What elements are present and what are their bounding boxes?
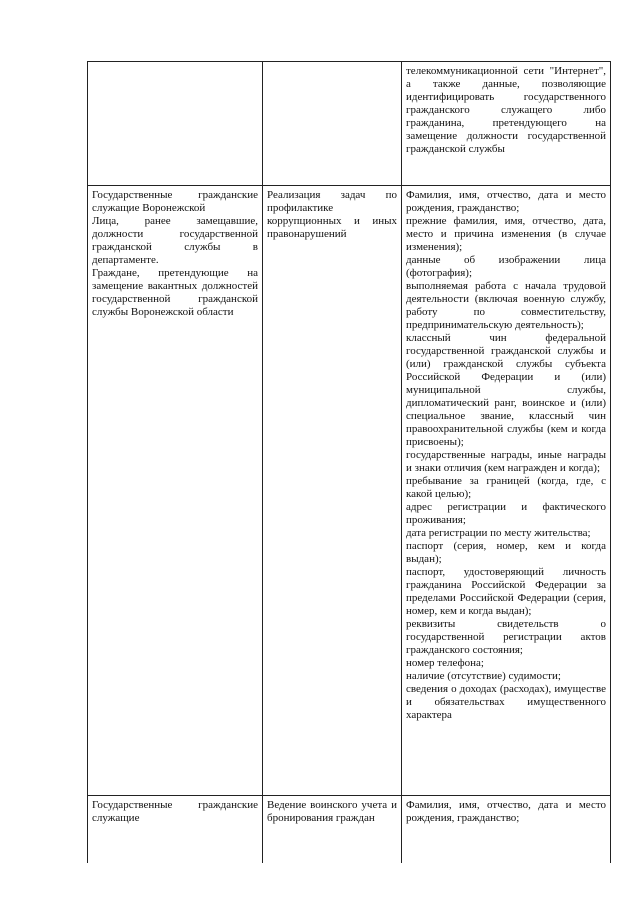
category-cell (88, 796, 263, 864)
data-item: выполняемая работа с начала трудовой деятельности (включая военную службу, работу по совместительству, предпринимательскую деятельность); (406, 280, 606, 331)
category-item: Лица, ранее замещавшие, должности государственной гражданской службы в департаменте. (92, 215, 258, 266)
table-row (88, 62, 611, 186)
category-cell (88, 186, 263, 796)
purpose-cell (263, 796, 402, 864)
data-item: государственные награды, иные награды и знаки отличия (кем награжден и когда); (406, 449, 606, 474)
data-item: прежние фамилия, имя, отчество, дата, место и причина изменения (в случае изменения); (406, 215, 606, 253)
category-item: Государственные гражданские служащие (92, 799, 258, 824)
purpose-cell (263, 62, 402, 186)
data-item: дата регистрации по месту жительства; (406, 527, 591, 539)
data-item: классный чин федеральной государственной гражданской службы и (или) гражданской службы субъекта Российской Федерации и (или) муниципальной службы, дипломатический ранг, воинское и (или) специальное звание, классный чин правоохранительной службы (кем и когда присвоены); (406, 332, 606, 448)
category-item: Государственные гражданские служащие Воронежской (92, 189, 258, 214)
data-item: пребывание за границей (когда, где, с какой целью); (406, 475, 606, 500)
personal-data-table (87, 61, 611, 863)
data-item: реквизиты свидетельств о государственной регистрации актов гражданского состояния; (406, 618, 606, 656)
category-cell (88, 62, 263, 186)
data-item: номер телефона; (406, 657, 484, 669)
data-item: телекоммуникационной сети "Интернет", а также данные, позволяющие идентифицировать государственного гражданского служащего либо гражданина, претендующего на замещение должности государственной гражданской службы (406, 65, 606, 155)
data-item: Фамилия, имя, отчество, дата и место рождения, гражданство; (406, 799, 606, 824)
data-item: паспорт, удостоверяющий личность гражданина Российской Федерации за пределами Российской Федерации (серия, номер, кем и когда выдан); (406, 566, 606, 617)
purpose-cell (263, 186, 402, 796)
data-list-cell (402, 186, 611, 796)
table-row (88, 796, 611, 864)
category-item: Граждане, претендующие на замещение вакантных должностей государственной гражданской службы Воронежской области (92, 267, 258, 318)
table-row (88, 186, 611, 796)
purpose-item: Реализация задач по профилактике коррупционных и иных правонарушений (267, 189, 397, 240)
data-item: паспорт (серия, номер, кем и когда выдан); (406, 540, 606, 565)
data-item: Фамилия, имя, отчество, дата и место рождения, гражданство; (406, 189, 606, 214)
data-item: сведения о доходах (расходах), имуществе и обязательствах имущественного характера (406, 683, 606, 721)
data-item: наличие (отсутствие) судимости; (406, 670, 561, 682)
data-list-cell (402, 796, 611, 864)
purpose-item: Ведение воинского учета и бронирования граждан (267, 799, 397, 824)
data-list-cell (402, 62, 611, 186)
data-item: данные об изображении лица (фотография); (406, 254, 606, 279)
data-item: адрес регистрации и фактического проживания; (406, 501, 606, 526)
